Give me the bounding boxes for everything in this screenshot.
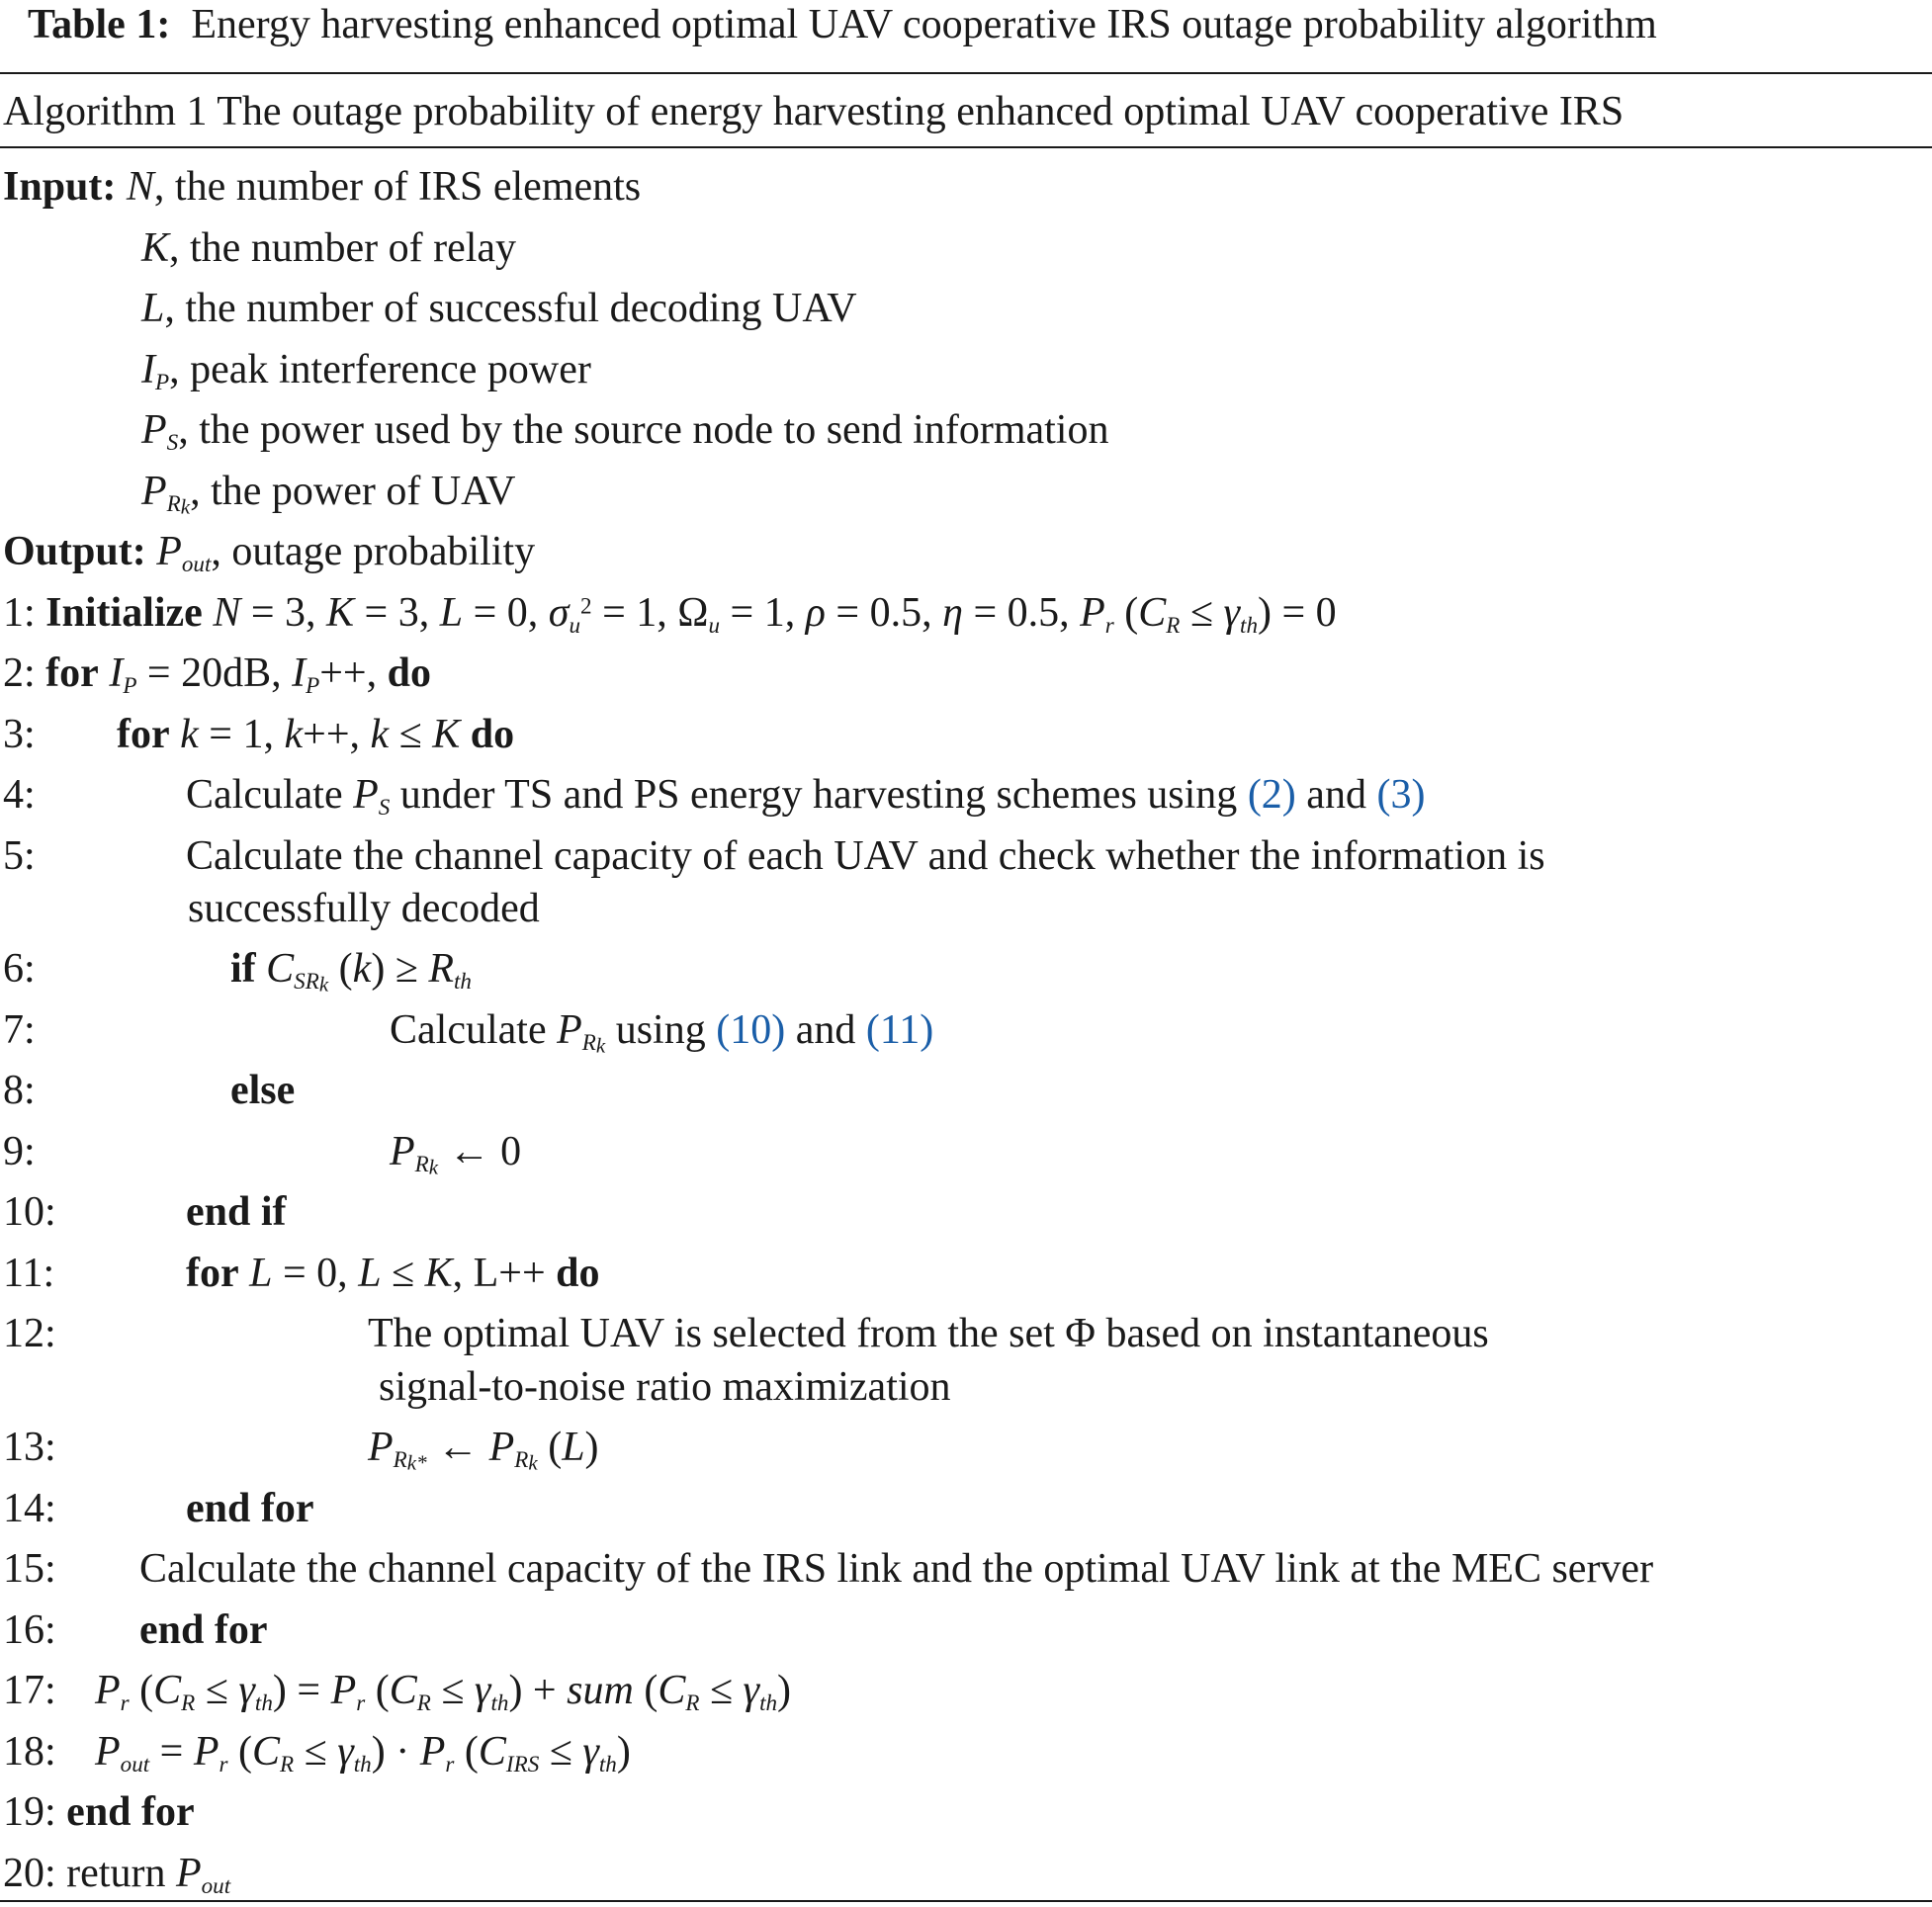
step-number: 13: — [3, 1425, 56, 1470]
step-number: 12: — [3, 1311, 56, 1356]
keyword-else: else — [230, 1068, 296, 1113]
step-8-body — [230, 1070, 295, 1111]
step-number: 5: — [3, 833, 36, 879]
step-number: 14: — [3, 1486, 56, 1531]
step-20-text: return — [66, 1851, 166, 1896]
step-13 — [3, 1427, 56, 1468]
output-sym: P — [156, 529, 182, 574]
step-number: 16: — [3, 1607, 56, 1653]
step-4 — [3, 774, 36, 816]
step-number: 17: — [3, 1668, 56, 1713]
input-desc-n: , the number of IRS elements — [153, 164, 642, 210]
keyword-end-for: end for — [186, 1486, 314, 1531]
step-19 — [3, 1791, 195, 1833]
input-row — [3, 166, 641, 208]
step-4-body: Calculate $P_S$ under TS and PS energy harvesting schemes using (2) and (3) — [186, 772, 1426, 820]
step-14-body — [186, 1488, 314, 1529]
input-sym-ip: I — [141, 347, 155, 392]
step-number: 10: — [3, 1189, 56, 1235]
input-sym-ps: P — [141, 407, 167, 453]
step-number: 11: — [3, 1251, 55, 1296]
step-9 — [3, 1131, 36, 1172]
input-sym-n: N — [126, 164, 154, 210]
step-7-and: and — [795, 1007, 856, 1053]
ref-eq-11[interactable]: (11) — [865, 1007, 934, 1053]
step-number: 19: — [3, 1789, 56, 1835]
step-number: 4: — [3, 772, 36, 818]
step-12-line2: signal-to-noise ratio maximization — [379, 1364, 951, 1410]
keyword-end-if: end if — [186, 1189, 287, 1235]
input-sym-l: L — [141, 286, 165, 331]
step-10 — [3, 1191, 56, 1233]
step-4-pre: Calculate — [186, 772, 343, 818]
step-number: 9: — [3, 1129, 36, 1174]
step-number: 15: — [3, 1546, 56, 1592]
input-desc-l: , the number of successful decoding UAV — [164, 286, 857, 331]
keyword: Initialize — [45, 590, 203, 636]
keyword-for: for — [117, 712, 170, 757]
step-11-text: L++ — [473, 1251, 546, 1296]
step-5-line1: Calculate the channel capacity of each UAV and check whether the information is — [186, 833, 1545, 879]
step-number: 2: — [3, 650, 36, 696]
step-7 — [3, 1009, 36, 1051]
step-16-body — [139, 1609, 268, 1651]
step-4-and: and — [1306, 772, 1366, 818]
step-3-body: for k = 1, k++, k ≤ K do — [117, 712, 515, 757]
ref-eq-10[interactable]: (10) — [716, 1007, 786, 1053]
table-caption — [28, 4, 1657, 45]
input-sub-prk: R — [166, 489, 181, 516]
rule-bottom — [0, 1900, 1932, 1902]
step-5-line2: successfully decoded — [188, 886, 540, 931]
step-18-body: $P_{out} = P_r$ $(C_R \le \gamma_{th}) \cdot P_r$ $(C_{IRS} \le \gamma_{th})$ — [95, 1729, 631, 1777]
step-7-body: Calculate $P_{Rk}$ using (10) and (11) — [390, 1007, 934, 1058]
step-15-body: Calculate the channel capacity of the IRS link and the optimal UAV link at the MEC server — [139, 1546, 1654, 1592]
input-desc-k: , the number of relay — [169, 225, 517, 271]
input-row — [141, 409, 1108, 454]
step-6 — [3, 948, 36, 990]
input-sym-k: K — [141, 225, 170, 271]
input-sym-prk: P — [141, 469, 167, 514]
output-row — [3, 531, 535, 575]
rule-top — [0, 72, 1932, 74]
output-sub: out — [181, 550, 212, 576]
step-17-body: $P_r$ $(C_R \le \gamma_{th}) = P_r$ $(C_R \le \gamma_{th})$ + sum $(C_R \le \gamma_{th})$ — [95, 1668, 792, 1715]
step-number: 1: — [3, 590, 36, 636]
input-sub-ip: P — [155, 368, 170, 394]
output-desc: , outage probability — [211, 529, 536, 574]
input-label: Input: — [3, 164, 117, 210]
caption-label: Table 1: — [28, 2, 171, 47]
step-4-mid: under TS and PS energy harvesting schemes using — [399, 772, 1238, 818]
step-14 — [3, 1488, 56, 1529]
keyword-do: do — [470, 712, 515, 757]
step-11-body: for L = 0, L ≤ K, L++ do — [186, 1251, 600, 1296]
input-row — [141, 471, 515, 517]
step-16 — [3, 1609, 56, 1651]
input-desc-ps: , the power used by the source node to send information — [178, 407, 1109, 453]
ref-eq-3[interactable]: (3) — [1376, 772, 1426, 818]
step-7-pre: Calculate — [390, 1007, 547, 1053]
step-1 — [3, 592, 1337, 637]
algorithm-title: Algorithm 1 The outage probability of energy harvesting enhanced optimal UAV cooperative IRS — [3, 89, 1625, 134]
step-2: 2: for $I_P = 20dB$, $I_P++$, do — [3, 650, 431, 698]
keyword-end-for: end for — [66, 1789, 195, 1835]
step-3 — [3, 714, 36, 755]
step-number: 6: — [3, 946, 36, 992]
step-number: 8: — [3, 1068, 36, 1113]
input-row — [141, 227, 516, 269]
step-6-body: if $C_{SRk}$ $(k) \ge R_{th}$ — [230, 946, 472, 997]
step-10-body — [186, 1191, 287, 1233]
step-7-mid: using — [615, 1007, 706, 1053]
step-17 — [3, 1670, 56, 1711]
rule-mid — [0, 146, 1932, 148]
keyword-if: if — [230, 946, 256, 992]
step-number: 20: — [3, 1851, 56, 1896]
keyword-do: do — [556, 1251, 600, 1296]
keyword-for: for — [186, 1251, 239, 1296]
step-20: 20: return $P_{out}$ — [3, 1851, 231, 1898]
step-9-body: $P_{Rk}$ ← 0 — [390, 1129, 522, 1179]
step-8 — [3, 1070, 36, 1111]
keyword-do: do — [387, 650, 431, 696]
step-5 — [3, 835, 36, 877]
input-desc-prk: , the power of UAV — [190, 469, 516, 514]
step-12-line1: The optimal UAV is selected from the set Φ based on instantaneous — [368, 1311, 1489, 1356]
ref-eq-2[interactable]: (2) — [1247, 772, 1296, 818]
input-sub-ps: S — [166, 428, 179, 455]
keyword-end-for: end for — [139, 1607, 268, 1653]
formula: N = 3, K = 3, L = 0, $\sigma_u^2 = 1$, $\Omega_u = 1$, ρ = 0.5, η = 0.5, $P_r$ $(C_R \le \gamma_{th}) = 0$ — [213, 590, 1337, 638]
step-15 — [3, 1548, 56, 1590]
input-subsub-prk: k — [180, 494, 191, 519]
step-2-text: = 20dB, — [146, 650, 282, 696]
step-9-text: ← 0 — [448, 1129, 522, 1174]
step-18 — [3, 1731, 56, 1773]
caption-text: Energy harvesting enhanced optimal UAV cooperative IRS outage probability algorithm — [191, 2, 1657, 47]
input-row — [141, 288, 857, 329]
output-label: Output: — [3, 529, 146, 574]
input-desc-ip: , peak interference power — [169, 347, 591, 392]
step-number: 18: — [3, 1729, 56, 1775]
keyword-for: for — [45, 650, 99, 696]
step-13-body: $P_{Rk*}$ ← $P_{Rk}$ (L) — [368, 1425, 599, 1475]
step-number: 7: — [3, 1007, 36, 1053]
step-12 — [3, 1313, 56, 1354]
sum-fn: sum — [567, 1668, 634, 1713]
input-row — [141, 349, 591, 393]
step-11 — [3, 1253, 54, 1294]
step-number: 3: — [3, 712, 36, 757]
